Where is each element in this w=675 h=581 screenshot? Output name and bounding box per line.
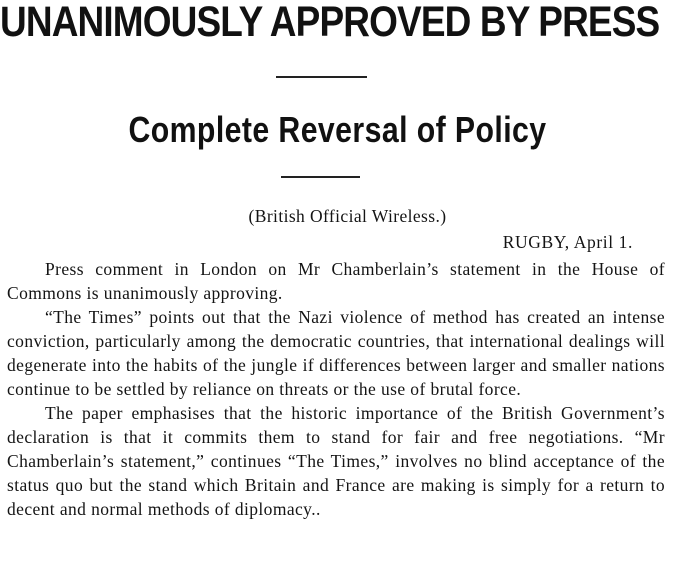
article-body: [7, 257, 665, 521]
paragraph-1: Press comment in London on Mr Chamberlain’s statement in the House of Commons is unanimously approving.: [7, 259, 665, 303]
divider-rule-top: [276, 76, 367, 78]
source-credit: (British Official Wireless.): [248, 206, 447, 226]
subheadline: Complete Reversal of Policy: [128, 109, 547, 150]
paragraph-3: The paper emphasises that the historic importance of the British Government’s declaration is that it commits them to stand for fair and free negotiations. “Mr Chamberlain’s statement,” continues “The Times,” involves no blind acceptance of the status quo but the stand which Britain and France are making is simply for a return to decent and normal methods of diplomacy..: [7, 403, 665, 519]
dateline: RUGBY, April 1.: [502, 232, 633, 252]
divider-rule-bottom: [281, 176, 360, 178]
headline: UNANIMOUSLY APPROVED BY PRESS: [0, 0, 660, 46]
paragraph-2: “The Times” points out that the Nazi violence of method has created an intense conviction, particularly among the democratic countries, that international dealings will degenerate into the habits of the jungle if differences between larger and smaller nations continue to be settled by reliance on threats or the use of brutal force.: [7, 307, 665, 399]
